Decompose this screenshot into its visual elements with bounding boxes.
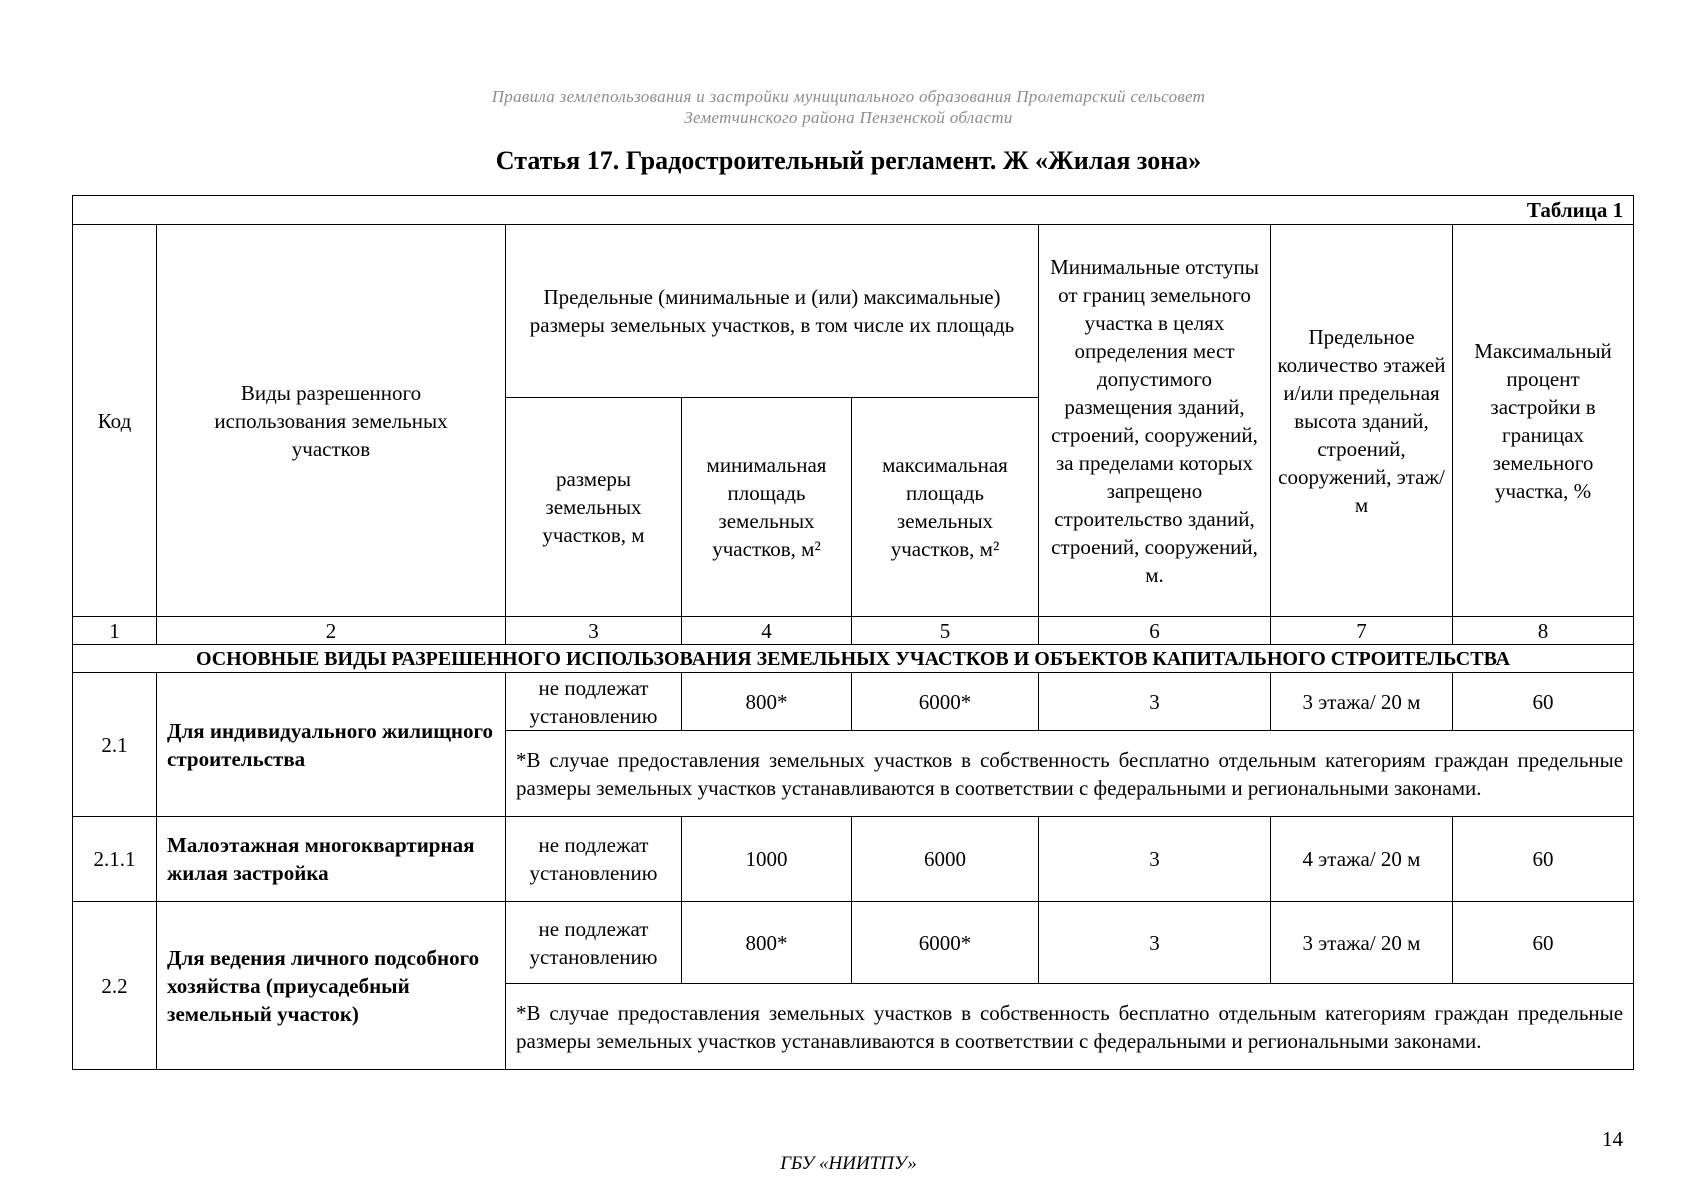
running-header	[0, 86, 1697, 128]
row-coverage: 60	[1453, 817, 1634, 902]
row-sizes: не подлежат установлению	[506, 817, 682, 902]
col-number: 4	[682, 617, 852, 645]
row-name: Малоэтажная многоквартирная жилая застройка	[157, 817, 506, 902]
running-header-line-1: Правила землепользования и застройки муниципального образования Пролетарский сельсовет	[491, 87, 1206, 106]
row-max-area: 6000*	[852, 902, 1039, 984]
header-coverage: Максимальный процент застройки в границах земельного участка, %	[1453, 225, 1634, 617]
header-plot-sizes: размеры земельных участков, м	[506, 398, 682, 617]
header-code: Код	[73, 225, 157, 617]
table-label-row	[73, 196, 1634, 225]
col-number: 5	[852, 617, 1039, 645]
row-sizes: не подлежат установлению	[506, 902, 682, 984]
header-limit-sizes: Предельные (минимальные и (или) максимальные) размеры земельных участков, в том числе их площадь	[506, 225, 1039, 398]
page-number: 14	[1602, 1127, 1623, 1151]
header-use-types: Виды разрешенного использования земельных участков	[157, 225, 506, 617]
col-number: 6	[1039, 617, 1271, 645]
header-floors: Предельное количество этажей и/или предельная высота зданий, строений, сооружений, этаж/м	[1271, 225, 1453, 617]
row-floors: 3 этажа/ 20 м	[1271, 902, 1453, 984]
header-max-area: максимальная площадь земельных участков, м²	[852, 398, 1039, 617]
row-note: *В случае предоставления земельных участков в собственность бесплатно отдельным категориям граждан предельные размеры земельных участков устанавливаются в соответствии с федеральными и региональными законами.	[506, 984, 1634, 1070]
row-name: Для ведения личного подсобного хозяйства (приусадебный земельный участок)	[157, 902, 506, 1070]
regulation-table	[72, 195, 1634, 1070]
row-code: 2.1.1	[73, 817, 157, 902]
row-name: Для индивидуального жилищного строительства	[157, 673, 506, 817]
column-numbers-row	[73, 617, 1634, 645]
col-number: 8	[1453, 617, 1634, 645]
table-row	[73, 817, 1634, 902]
row-sizes: не подлежат установлению	[506, 673, 682, 731]
row-code: 2.2	[73, 902, 157, 1070]
running-header-line-2: Земетчинского района Пензенской области	[684, 108, 1013, 127]
col-number: 7	[1271, 617, 1453, 645]
header-setbacks: Минимальные отступы от границ земельного участка в целях определения мест допустимого размещения зданий, строений, сооружений, за пределами которых запрещено строительство зданий, строений, сооружений, м.	[1039, 225, 1271, 617]
row-floors: 4 этажа/ 20 м	[1271, 817, 1453, 902]
row-setback: 3	[1039, 902, 1271, 984]
row-max-area: 6000	[852, 817, 1039, 902]
section-row	[73, 645, 1634, 673]
row-note: *В случае предоставления земельных участков в собственность бесплатно отдельным категориям граждан предельные размеры земельных участков устанавливаются в соответствии с федеральными и региональными законами.	[506, 731, 1634, 817]
row-setback: 3	[1039, 817, 1271, 902]
row-min-area: 1000	[682, 817, 852, 902]
table-row	[73, 902, 1634, 984]
row-min-area: 800*	[682, 673, 852, 731]
row-setback: 3	[1039, 673, 1271, 731]
row-max-area: 6000*	[852, 673, 1039, 731]
table-row	[73, 673, 1634, 731]
page-title: Статья 17. Градостроительный регламент. Ж «Жилая зона»	[495, 146, 1202, 175]
row-floors: 3 этажа/ 20 м	[1271, 673, 1453, 731]
col-number: 2	[157, 617, 506, 645]
section-title: ОСНОВНЫЕ ВИДЫ РАЗРЕШЕННОГО ИСПОЛЬЗОВАНИЯ ЗЕМЕЛЬНЫХ УЧАСТКОВ И ОБЪЕКТОВ КАПИТАЛЬНОГО СТРОИТЕЛЬСТВА	[73, 645, 1634, 673]
footer-organization: ГБУ «НИИТПУ»	[780, 1153, 917, 1174]
row-code: 2.1	[73, 673, 157, 817]
row-coverage: 60	[1453, 673, 1634, 731]
row-min-area: 800*	[682, 902, 852, 984]
header-row-1	[73, 225, 1634, 398]
col-number: 3	[506, 617, 682, 645]
col-number: 1	[73, 617, 157, 645]
row-coverage: 60	[1453, 902, 1634, 984]
table-label: Таблица 1	[73, 196, 1634, 225]
header-min-area: минимальная площадь земельных участков, м²	[682, 398, 852, 617]
